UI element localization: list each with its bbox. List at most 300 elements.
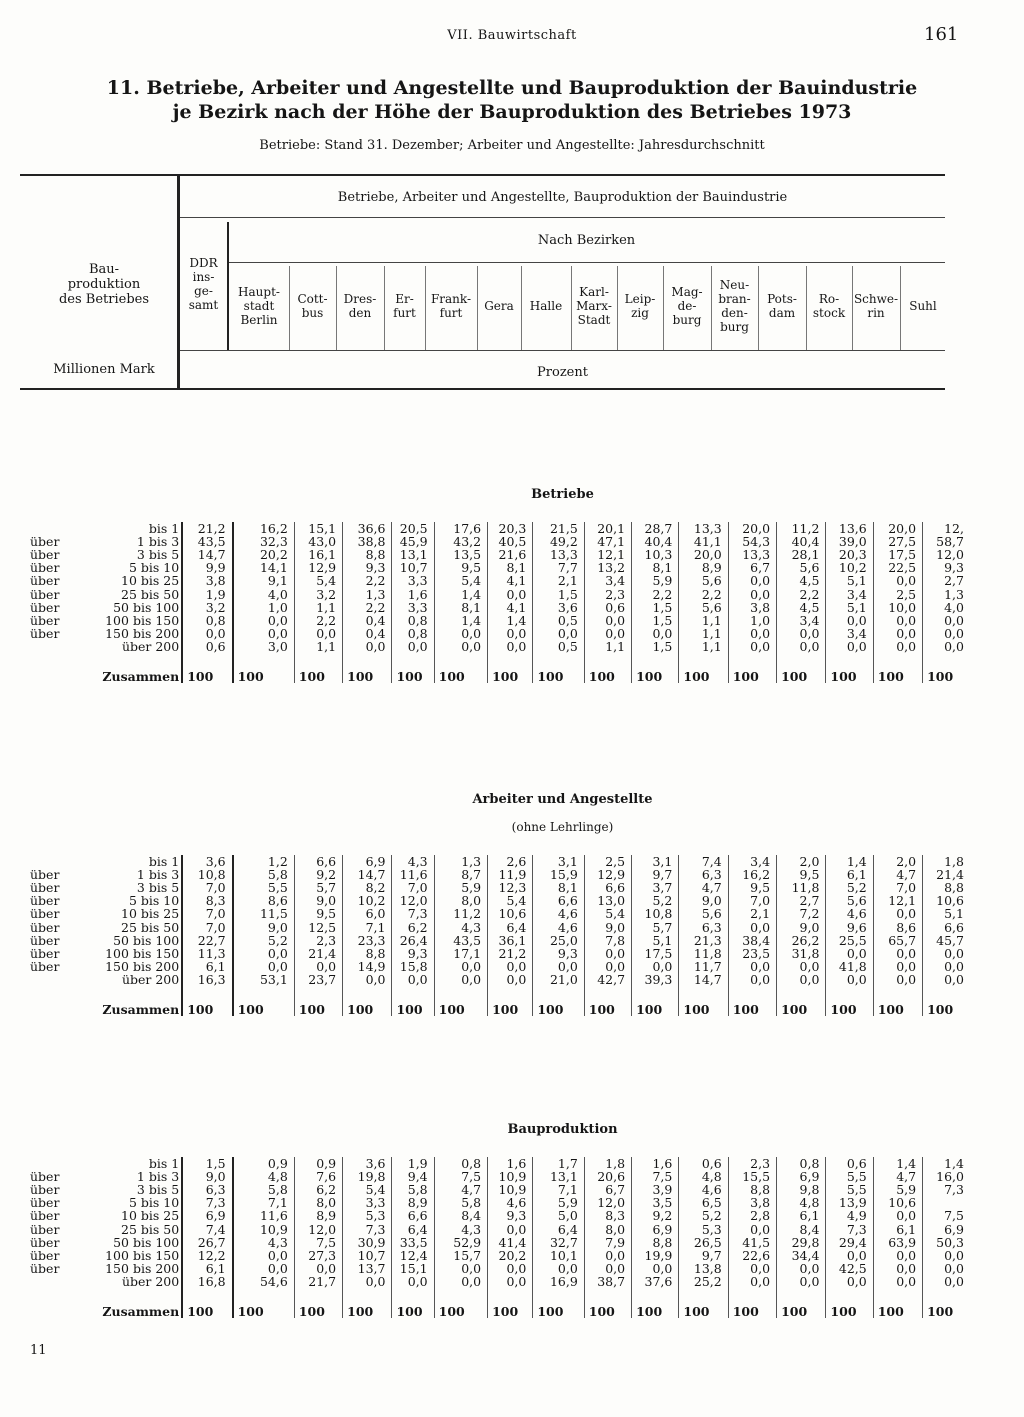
column-separator: [425, 266, 426, 350]
table-cell: 5,2: [679, 1209, 728, 1222]
table-cell: 4,3: [233, 1236, 295, 1249]
table-cell: 8,6: [873, 920, 922, 933]
table-cell: 28,1: [777, 548, 826, 561]
table-cell: 2,1: [533, 574, 584, 587]
row-label-prefix: über: [30, 625, 60, 641]
row-label: [30, 868, 182, 881]
column-separator: [617, 266, 618, 350]
table-row: [30, 1222, 970, 1235]
table-cell: 13,9: [826, 1196, 873, 1209]
table-cell: 20,1: [584, 522, 631, 535]
table-cell: 4,3: [434, 920, 487, 933]
table-cell: 2,2: [679, 587, 728, 600]
row-label-prefix: über: [30, 612, 60, 628]
table-cell: 2,0: [873, 855, 922, 868]
row-label-text: 1 bis 3: [136, 867, 180, 883]
table-cell: 0,0: [923, 627, 970, 640]
table-cell: 6,2: [294, 1183, 342, 1196]
total-label: Zusammen: [102, 1303, 180, 1319]
table-cell: 1,1: [679, 614, 728, 627]
table-cell: 6,7: [584, 1183, 631, 1196]
table-cell: 20,3: [826, 548, 873, 561]
table-cell: 0,0: [826, 947, 873, 960]
table-cell: 11,6: [233, 1209, 295, 1222]
table-cell: 49,2: [533, 535, 584, 548]
row-label-text: 25 bis 50: [121, 919, 180, 935]
table-cell: 4,5: [777, 574, 826, 587]
table-cell: 7,5: [923, 1209, 970, 1222]
table-cell: 43,2: [434, 535, 487, 548]
table-cell: 0,0: [728, 627, 776, 640]
table-cell: 0,0: [777, 1262, 826, 1275]
table-cell: 3,9: [632, 1183, 679, 1196]
table-cell: 0,4: [343, 627, 392, 640]
total-cell: 100: [584, 1288, 631, 1318]
table-row: [30, 548, 970, 561]
table-cell: 1,5: [533, 587, 584, 600]
table-cell: 0,0: [434, 960, 487, 973]
table-cell: 0,0: [826, 614, 873, 627]
table-cell: 3,0: [233, 640, 295, 653]
table-cell: 8,8: [343, 947, 392, 960]
table-cell: 13,3: [728, 548, 776, 561]
table-cell: 0,0: [728, 574, 776, 587]
table-cell: 0,0: [584, 947, 631, 960]
column-separator: [711, 266, 712, 350]
total-cell: 100: [679, 653, 728, 683]
table-cell: 5,7: [632, 920, 679, 933]
table-cell: 5,5: [826, 1183, 873, 1196]
table-cell: 6,9: [632, 1222, 679, 1235]
table-cell: 0,0: [488, 960, 533, 973]
table-cell: 5,1: [826, 601, 873, 614]
table-cell: 2,7: [777, 894, 826, 907]
table-cell: 1,0: [233, 601, 295, 614]
table-title: [60, 76, 964, 124]
table-cell: 5,3: [679, 1222, 728, 1235]
table-cell: 2,0: [777, 855, 826, 868]
table-cell: 7,0: [873, 881, 922, 894]
total-cell: 100: [923, 653, 970, 683]
table-cell: 1,9: [182, 587, 232, 600]
table-cell: 9,0: [294, 894, 342, 907]
row-label-text: 3 bis 5: [136, 1182, 180, 1198]
table-cell: 6,4: [488, 920, 533, 933]
table-cell: 4,6: [488, 1196, 533, 1209]
table-cell: 12,0: [584, 1196, 631, 1209]
table-cell: 6,1: [826, 868, 873, 881]
table-cell: 26,4: [392, 934, 434, 947]
table-cell: 27,3: [294, 1249, 342, 1262]
total-cell: 100: [873, 1288, 922, 1318]
table-cell: 8,8: [728, 1183, 776, 1196]
total-cell: 100: [632, 653, 679, 683]
table-cell: 0,0: [584, 1262, 631, 1275]
table-cell: 5,2: [233, 934, 295, 947]
column-separator: [289, 266, 290, 350]
row-label: [30, 947, 182, 960]
column-separator: [336, 266, 337, 350]
table-cell: 2,2: [777, 587, 826, 600]
row-label: [30, 627, 182, 640]
table-cell: 10,3: [632, 548, 679, 561]
table-cell: 20,2: [233, 548, 295, 561]
table-cell: 36,6: [343, 522, 392, 535]
row-label: [30, 881, 182, 894]
column-head-district: Schwe- rin: [853, 292, 899, 320]
table-cell: 8,9: [679, 561, 728, 574]
table-cell: 0,0: [434, 627, 487, 640]
table-cell: 8,4: [434, 1209, 487, 1222]
table-row: [30, 947, 970, 960]
table-cell: 1,3: [923, 587, 970, 600]
table-cell: 16,9: [533, 1275, 584, 1288]
table-subtitle: Betriebe: Stand 31. Dezember; Arbeiter und Angestellte: Jahresdurchschnitt: [259, 138, 765, 153]
table-cell: 11,8: [679, 947, 728, 960]
table-cell: 15,8: [392, 960, 434, 973]
table-cell: 30,9: [343, 1236, 392, 1249]
row-label-text: 5 bis 10: [128, 560, 180, 576]
table-cell: 4,7: [873, 1170, 922, 1183]
table-cell: 10,6: [873, 1196, 922, 1209]
table-cell: 4,9: [826, 1209, 873, 1222]
table-cell: 0,0: [728, 587, 776, 600]
table-cell: 1,9: [392, 1157, 434, 1170]
table-cell: 8,3: [182, 894, 232, 907]
table-cell: 6,9: [777, 1170, 826, 1183]
row-label-text: 150 bis 200: [105, 1260, 180, 1276]
table-cell: 0,0: [233, 614, 295, 627]
table-cell: 0,5: [533, 614, 584, 627]
table-cell: 6,1: [873, 1222, 922, 1235]
table-cell: 0,0: [392, 973, 434, 986]
table-cell: 0,0: [533, 960, 584, 973]
table-cell: 0,8: [434, 1157, 487, 1170]
row-label-prefix: über: [30, 1260, 60, 1276]
table-row: [30, 574, 970, 587]
row-label-prefix: über: [30, 906, 60, 922]
table-cell: 1,0: [728, 614, 776, 627]
table-cell: 17,5: [873, 548, 922, 561]
table-row: [30, 881, 970, 894]
table-cell: 0,0: [233, 1249, 295, 1262]
table-cell: 1,1: [294, 601, 342, 614]
table-cell: 22,6: [728, 1249, 776, 1262]
section-table: [30, 522, 970, 683]
table-cell: 0,0: [728, 640, 776, 653]
column-separator: [571, 266, 572, 350]
row-label-text: über 200: [121, 971, 180, 987]
row-label-prefix: über: [30, 547, 60, 563]
table-cell: 5,8: [392, 1183, 434, 1196]
table-cell: 4,1: [488, 574, 533, 587]
table-cell: 0,0: [488, 1275, 533, 1288]
table-row: [30, 973, 970, 986]
table-cell: 8,0: [294, 1196, 342, 1209]
table-cell: 5,2: [826, 881, 873, 894]
table-cell: 2,6: [488, 855, 533, 868]
table-cell: 7,3: [392, 907, 434, 920]
table-cell: 6,3: [679, 920, 728, 933]
row-label-text: bis 1: [148, 854, 180, 870]
table-cell: 31,8: [777, 947, 826, 960]
table-cell: 25,0: [533, 934, 584, 947]
table-cell: 11,9: [488, 868, 533, 881]
table-cell: 0,0: [873, 1275, 922, 1288]
table-cell: 2,5: [873, 587, 922, 600]
table-cell: 5,4: [488, 894, 533, 907]
table-cell: 13,0: [584, 894, 631, 907]
table-cell: 6,4: [533, 1222, 584, 1235]
column-separator: [384, 266, 385, 350]
table-cell: 10,1: [533, 1249, 584, 1262]
table-cell: 19,9: [632, 1249, 679, 1262]
total-cell: 100: [826, 986, 873, 1016]
table-cell: 9,7: [632, 868, 679, 881]
table-row: [30, 522, 970, 535]
table-cell: 9,3: [923, 561, 970, 574]
total-cell: 100: [777, 653, 826, 683]
table-cell: 28,7: [632, 522, 679, 535]
row-label-text: 5 bis 10: [128, 1195, 180, 1211]
row-label-prefix: über: [30, 560, 60, 576]
table-cell: 5,4: [343, 1183, 392, 1196]
table-cell: 1,1: [584, 640, 631, 653]
row-label-text: 3 bis 5: [136, 547, 180, 563]
row-label-text: 10 bis 25: [121, 906, 180, 922]
section-note: (ohne Lehrlinge): [511, 820, 614, 834]
row-label: [30, 1262, 182, 1275]
table-cell: 22,5: [873, 561, 922, 574]
table-cell: 14,7: [679, 973, 728, 986]
table-cell: 11,5: [233, 907, 295, 920]
table-cell: 11,8: [777, 881, 826, 894]
total-cell: 100: [488, 653, 533, 683]
table-cell: 10,7: [343, 1249, 392, 1262]
table-cell: 25,2: [679, 1275, 728, 1288]
table-cell: 13,6: [826, 522, 873, 535]
table-cell: 2,1: [728, 907, 776, 920]
table-cell: 6,6: [392, 1209, 434, 1222]
table-cell: 8,9: [294, 1209, 342, 1222]
page-number: 161: [924, 24, 959, 45]
table-cell: 0,0: [923, 614, 970, 627]
table-cell: 0,0: [632, 1262, 679, 1275]
table-cell: 12,1: [873, 894, 922, 907]
total-cell: 100: [632, 1288, 679, 1318]
table-cell: 8,4: [777, 1222, 826, 1235]
table-cell: 12,0: [294, 1222, 342, 1235]
row-label-text: 50 bis 100: [113, 932, 180, 948]
table-cell: 3,8: [728, 1196, 776, 1209]
table-cell: 12,: [923, 522, 970, 535]
total-cell: 100: [826, 1288, 873, 1318]
table-cell: 4,3: [392, 855, 434, 868]
table-cell: 8,1: [533, 881, 584, 894]
table-cell: 15,7: [434, 1249, 487, 1262]
table-cell: 4,8: [679, 1170, 728, 1183]
table-cell: 16,2: [728, 868, 776, 881]
table-row: [30, 601, 970, 614]
table-cell: 3,6: [533, 601, 584, 614]
table-cell: 0,0: [873, 627, 922, 640]
table-cell: 8,0: [434, 894, 487, 907]
table-cell: 5,0: [533, 1209, 584, 1222]
column-head-district: Karl- Marx- Stadt: [576, 285, 612, 327]
table-cell: 1,8: [584, 1157, 631, 1170]
table-cell: 25,5: [826, 934, 873, 947]
table-cell: 0,0: [533, 1262, 584, 1275]
table-cell: 9,2: [294, 868, 342, 881]
table-cell: 34,4: [777, 1249, 826, 1262]
table-cell: 0,8: [777, 1157, 826, 1170]
table-cell: 43,5: [182, 535, 232, 548]
table-cell: 0,0: [182, 627, 232, 640]
table-cell: 12,9: [294, 561, 342, 574]
table-cell: 1,1: [294, 640, 342, 653]
head-bottom-rule: [20, 388, 945, 390]
row-label-prefix: über: [30, 1234, 60, 1250]
table-cell: [923, 1196, 970, 1209]
total-cell: 100: [873, 653, 922, 683]
table-cell: 9,6: [826, 920, 873, 933]
table-cell: 7,0: [728, 894, 776, 907]
table-cell: 21,2: [182, 522, 232, 535]
row-label-prefix: über: [30, 945, 60, 961]
table-cell: 0,4: [343, 614, 392, 627]
table-cell: 0,0: [777, 640, 826, 653]
table-cell: 10,2: [343, 894, 392, 907]
table-cell: 41,4: [488, 1236, 533, 1249]
table-cell: 0,0: [584, 627, 631, 640]
total-label: Zusammen: [102, 1001, 180, 1017]
table-cell: 3,3: [343, 1196, 392, 1209]
section-title: Betriebe: [531, 487, 594, 502]
table-cell: 6,1: [777, 1209, 826, 1222]
table-row: [30, 1275, 970, 1288]
table-cell: 2,5: [584, 855, 631, 868]
table-cell: 0,0: [873, 973, 922, 986]
table-cell: 0,0: [488, 1262, 533, 1275]
table-cell: 7,3: [923, 1183, 970, 1196]
table-cell: 7,4: [182, 1222, 232, 1235]
row-label: [30, 535, 182, 548]
table-cell: 10,7: [392, 561, 434, 574]
table-cell: 1,1: [679, 627, 728, 640]
row-label: [30, 1183, 182, 1196]
row-label: [30, 907, 182, 920]
table-row: [30, 1196, 970, 1209]
table-cell: 8,7: [434, 868, 487, 881]
table-cell: 0,0: [873, 907, 922, 920]
table-cell: 15,1: [294, 522, 342, 535]
table-cell: 0,0: [728, 1222, 776, 1235]
table-cell: 16,3: [182, 973, 232, 986]
row-label-prefix: über: [30, 893, 60, 909]
table-cell: 14,7: [182, 548, 232, 561]
total-cell: 100: [434, 653, 487, 683]
table-cell: 0,0: [294, 960, 342, 973]
table-cell: 0,0: [873, 1209, 922, 1222]
table-cell: 5,6: [679, 907, 728, 920]
row-label: [30, 1222, 182, 1235]
row-label: [30, 1236, 182, 1249]
table-cell: 63,9: [873, 1236, 922, 1249]
total-row: [30, 986, 970, 1016]
total-cell: 100: [392, 653, 434, 683]
table-cell: 9,0: [233, 920, 295, 933]
table-cell: 9,1: [233, 574, 295, 587]
table-cell: 40,4: [632, 535, 679, 548]
row-label-text: 1 bis 3: [136, 534, 180, 550]
table-cell: 4,1: [488, 601, 533, 614]
table-cell: 21,6: [488, 548, 533, 561]
table-cell: 0,0: [728, 960, 776, 973]
total-cell: 100: [392, 986, 434, 1016]
row-label-prefix: über: [30, 1182, 60, 1198]
table-cell: 6,3: [679, 868, 728, 881]
table-cell: 10,8: [632, 907, 679, 920]
row-label: [30, 1196, 182, 1209]
table-cell: 2,2: [343, 601, 392, 614]
table-cell: 3,7: [632, 881, 679, 894]
total-cell: 100: [233, 986, 295, 1016]
table-cell: 41,5: [728, 1236, 776, 1249]
table-cell: 0,0: [923, 1262, 970, 1275]
table-cell: 1,4: [923, 1157, 970, 1170]
row-label-text: über 200: [121, 1273, 180, 1289]
table-cell: 4,6: [533, 907, 584, 920]
row-label-prefix: über: [30, 919, 60, 935]
row-label: [30, 1275, 182, 1288]
row-label-text: über 200: [121, 638, 180, 654]
table-cell: 15,9: [533, 868, 584, 881]
table-cell: 13,1: [392, 548, 434, 561]
table-cell: 13,3: [533, 548, 584, 561]
total-label: Zusammen: [102, 668, 180, 684]
total-cell: 100: [584, 986, 631, 1016]
total-cell: 100: [233, 653, 295, 683]
table-cell: 27,5: [873, 535, 922, 548]
table-cell: 15,5: [728, 1170, 776, 1183]
table-title-line-2: je Bezirk nach der Höhe der Bauproduktion des Betriebes 1973: [172, 101, 852, 123]
table-cell: 9,0: [584, 920, 631, 933]
table-cell: 5,4: [294, 574, 342, 587]
span-rule: [180, 217, 945, 218]
table-cell: 4,6: [533, 920, 584, 933]
row-label-text: 5 bis 10: [128, 893, 180, 909]
table-row: [30, 627, 970, 640]
row-label-text: 100 bis 150: [105, 945, 180, 961]
table-cell: 0,0: [873, 1262, 922, 1275]
row-label: [30, 1157, 182, 1170]
column-separator: [477, 266, 478, 350]
table-cell: 0,0: [777, 973, 826, 986]
total-cell: 100: [777, 986, 826, 1016]
table-cell: 13,1: [533, 1170, 584, 1183]
column-head-district: Suhl: [909, 299, 937, 313]
table-cell: 9,3: [488, 1209, 533, 1222]
table-cell: 9,5: [434, 561, 487, 574]
table-cell: 7,6: [294, 1170, 342, 1183]
total-cell: 100: [533, 1288, 584, 1318]
table-cell: 40,4: [777, 535, 826, 548]
table-cell: 29,4: [826, 1236, 873, 1249]
running-title: VII. Bauwirtschaft: [447, 28, 577, 43]
table-cell: 39,3: [632, 973, 679, 986]
total-row: [30, 1288, 970, 1318]
table-title-line-1: 11. Betriebe, Arbeiter und Angestellte und Bauproduktion der Bauindustrie: [106, 77, 918, 99]
